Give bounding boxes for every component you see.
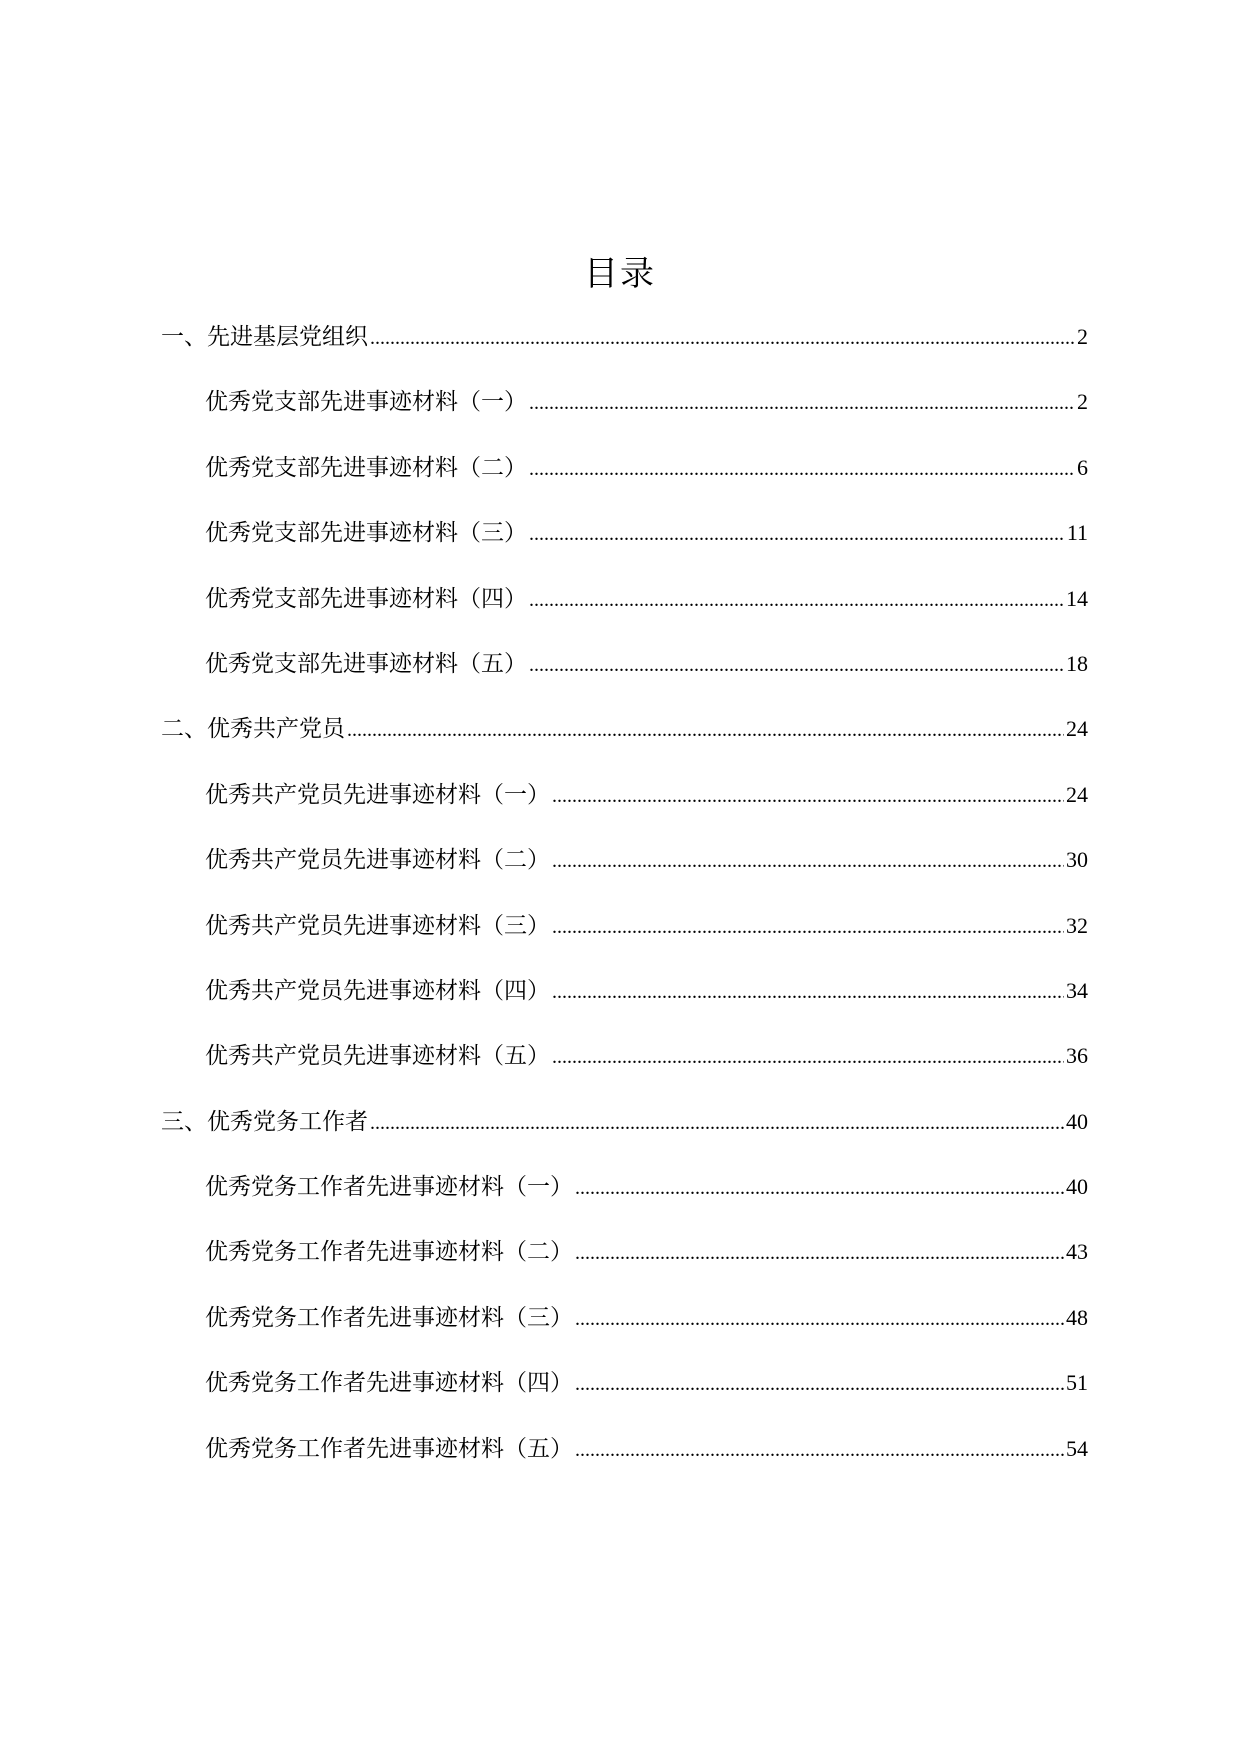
- toc-entry-text: 优秀共产党员先进事迹材料（三）: [205, 912, 550, 939]
- toc-entry[interactable]: [161, 1103, 1088, 1168]
- toc-entry-text: 一、先进基层党组织: [161, 324, 368, 350]
- toc-entry-text: 优秀党支部先进事迹材料（三）: [205, 520, 527, 547]
- toc-entry[interactable]: [161, 514, 1088, 579]
- toc-entry[interactable]: [161, 383, 1088, 448]
- toc-entry-page: 2: [1077, 324, 1088, 349]
- toc-entry-page: 30: [1066, 847, 1088, 873]
- dot-leader: [575, 1439, 1064, 1462]
- toc-entry-text: 优秀党务工作者先进事迹材料（二）: [205, 1239, 573, 1266]
- toc-entry-text: 优秀共产党员先进事迹材料（四）: [205, 977, 550, 1004]
- dot-leader: [552, 981, 1064, 1004]
- toc-entry[interactable]: [161, 1364, 1088, 1429]
- toc-entry-page: 51: [1066, 1370, 1088, 1396]
- toc-entry-page: 14: [1066, 585, 1088, 611]
- toc-entry-text: 优秀党支部先进事迹材料（一）: [205, 389, 527, 416]
- dot-leader: [552, 1046, 1064, 1069]
- toc-entry-page: 18: [1066, 650, 1088, 676]
- toc-entry-page: 40: [1066, 1108, 1088, 1134]
- toc-entry-text: 优秀党务工作者先进事迹材料（五）: [205, 1435, 573, 1462]
- dot-leader: [575, 1242, 1064, 1265]
- toc-entry-text: 优秀党支部先进事迹材料（二）: [205, 454, 527, 481]
- toc-entry-text: 优秀党务工作者先进事迹材料（四）: [205, 1370, 573, 1397]
- dot-leader: [370, 1112, 1064, 1135]
- dot-leader: [529, 392, 1075, 415]
- dot-leader: [575, 1373, 1064, 1396]
- toc-entry-page: 43: [1066, 1239, 1088, 1265]
- dot-leader: [529, 458, 1075, 481]
- toc-entry-page: 24: [1066, 716, 1088, 742]
- toc-entry-page: 24: [1066, 781, 1088, 807]
- toc-entry[interactable]: [161, 841, 1088, 906]
- dot-leader: [552, 785, 1064, 808]
- dot-leader: [575, 1308, 1064, 1331]
- toc-entry-text: 优秀党务工作者先进事迹材料（三）: [205, 1304, 573, 1331]
- toc-entry[interactable]: [161, 907, 1088, 972]
- toc-entry[interactable]: [161, 1168, 1088, 1233]
- toc-entry[interactable]: [161, 1037, 1088, 1102]
- toc-entry[interactable]: [161, 1233, 1088, 1298]
- toc-entry-page: 2: [1077, 389, 1088, 415]
- dot-leader: [575, 1177, 1064, 1200]
- toc-entry[interactable]: [161, 776, 1088, 841]
- dot-leader: [529, 523, 1065, 546]
- toc-entry-page: 36: [1066, 1043, 1088, 1069]
- table-of-contents: [161, 318, 1088, 1495]
- dot-leader: [370, 327, 1075, 350]
- toc-entry[interactable]: [161, 449, 1088, 514]
- toc-entry-text: 优秀党务工作者先进事迹材料（一）: [205, 1174, 573, 1201]
- dot-leader: [529, 589, 1064, 612]
- toc-title: 目录: [584, 254, 656, 294]
- dot-leader: [552, 850, 1064, 873]
- dot-leader: [552, 916, 1064, 939]
- toc-entry-text: 优秀共产党员先进事迹材料（二）: [205, 847, 550, 874]
- toc-entry[interactable]: [161, 1430, 1088, 1495]
- toc-entry[interactable]: [161, 710, 1088, 775]
- toc-entry[interactable]: [161, 645, 1088, 710]
- toc-entry-text: 优秀党支部先进事迹材料（五）: [205, 650, 527, 677]
- dot-leader: [529, 654, 1064, 677]
- toc-entry[interactable]: [161, 1299, 1088, 1364]
- toc-entry-text: 二、优秀共产党员: [161, 716, 345, 743]
- toc-entry-text: 三、优秀党务工作者: [161, 1108, 368, 1135]
- toc-entry-text: 优秀党支部先进事迹材料（四）: [205, 585, 527, 612]
- toc-entry-page: 34: [1066, 977, 1088, 1003]
- toc-entry-page: 54: [1066, 1435, 1088, 1461]
- toc-entry[interactable]: [161, 580, 1088, 645]
- dot-leader: [347, 719, 1064, 742]
- toc-entry[interactable]: [161, 972, 1088, 1037]
- toc-entry-page: 6: [1077, 454, 1088, 480]
- toc-entry-page: 40: [1066, 1174, 1088, 1200]
- toc-entry-page: 11: [1066, 520, 1088, 546]
- toc-entry[interactable]: [161, 318, 1088, 383]
- toc-entry-text: 优秀共产党员先进事迹材料（五）: [205, 1043, 550, 1070]
- toc-entry-page: 32: [1066, 912, 1088, 938]
- toc-entry-text: 优秀共产党员先进事迹材料（一）: [205, 781, 550, 808]
- toc-entry-page: 48: [1066, 1304, 1088, 1330]
